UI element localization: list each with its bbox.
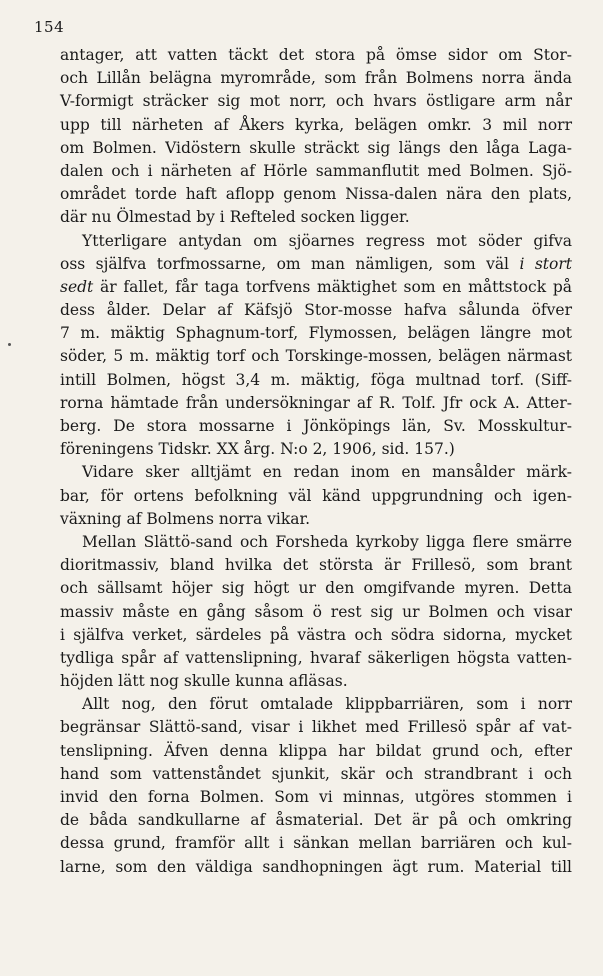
text-line: höjden lätt nog skulle kunna afläsas. (60, 672, 348, 691)
text-line: dioritmassiv, bland hvilka det största är Frillesö, som brant (60, 556, 572, 575)
text-line: hand som vattenståndet sjunkit, skär och strandbrant i och (60, 764, 572, 783)
text-line: dess ålder. Delar af Käfsjö Stor-mosse hafva sålunda öfver (60, 301, 572, 320)
text-line: bar, för ortens befolkning väl känd uppgrundning och igen- (60, 486, 572, 505)
margin-mark (8, 343, 11, 346)
text-line: invid den forna Bolmen. Som vi minnas, utgöres stommen i (60, 788, 572, 806)
page-number: 154 (34, 18, 65, 36)
text-line: upp till närheten af Åkers kyrka, belägen omkr. 3 mil norr (60, 115, 572, 134)
text-line: tenslipning. Äfven denna klippa har bildat grund och, efter (60, 741, 572, 760)
italic-phrase: sedt (60, 277, 94, 296)
text-line: V-formigt sträcker sig mot norr, och hvars östligare arm når (60, 92, 572, 111)
text-line: området torde haft aflopp genom Nissa-dalen nära den plats, (60, 185, 572, 204)
italic-phrase: i stort (519, 254, 572, 273)
text-line: föreningens Tidskr. XX årg. N:o 2, 1906, sid. 157.) (60, 440, 455, 459)
text-line: växning af Bolmens norra vikar. (60, 509, 311, 528)
text-line: de båda sandkullarne af åsmaterial. Det är på och omkring (60, 811, 572, 830)
text-line: och Lillån belägna myrområde, som från Bolmens norra ända (60, 69, 572, 88)
text-span: oss själfva torfmossarne, om man nämligen, som väl (60, 254, 520, 273)
text-line: larne, som den väldiga sandhopningen ägt rum. Material till (60, 857, 572, 876)
text-line: och sällsamt höjer sig högt ur den omgifvande myren. Detta (60, 579, 572, 598)
text-line: där nu Ölmestad by i Refteled socken ligger. (60, 208, 410, 227)
text-line: rorna hämtade från undersökningar af R. Tolf. Jfr ock A. Atter- (60, 393, 572, 412)
text-line: Mellan Slättö-sand och Forsheda kyrkoby ligga flere smärre (82, 532, 572, 551)
text-span: är fallet, får taga torfvens mäktighet som en måttstock på (93, 277, 572, 296)
text-line: Vidare sker alltjämt en redan inom en mansålder märk- (82, 463, 572, 482)
text-line (60, 253, 572, 276)
text-line: tydliga spår af vattenslipning, hvaraf säkerligen högsta vatten- (60, 648, 572, 667)
text-line: Ytterligare antydan om sjöarnes regress mot söder gifva (82, 231, 572, 250)
text-line: dalen och i närheten af Hörle sammanflutit med Bolmen. Sjö- (60, 161, 572, 180)
text-line: Allt nog, den förut omtalade klippbarriären, som i norr (82, 695, 572, 714)
text-line: intill Bolmen, högst 3,4 m. mäktig, föga multnad torf. (Siff- (60, 370, 572, 389)
text-line: antager, att vatten täckt det stora på ömse sidor om Stor- (60, 46, 572, 64)
text-line: söder, 5 m. mäktig torf och Torskinge-mossen, belägen närmast (60, 347, 572, 366)
text-line: i själfva verket, särdeles på västra och södra sidorna, mycket (60, 625, 572, 644)
body-text (60, 44, 572, 879)
text-line: begränsar Slättö-sand, visar i likhet med Frillesö spår af vat- (60, 718, 572, 737)
text-line: berg. De stora mossarne i Jönköpings län, Sv. Mosskultur- (60, 417, 572, 435)
text-line: dessa grund, framför allt i sänkan mellan barriären och kul- (60, 834, 572, 853)
text-line (60, 276, 572, 299)
text-line: massiv måste en gång såsom ö rest sig ur Bolmen och visar (60, 602, 572, 621)
text-line: 7 m. mäktig Sphagnum-torf, Flymossen, belägen längre mot (60, 324, 572, 343)
text-line: om Bolmen. Vidöstern skulle sträckt sig längs den låga Laga- (60, 138, 572, 157)
